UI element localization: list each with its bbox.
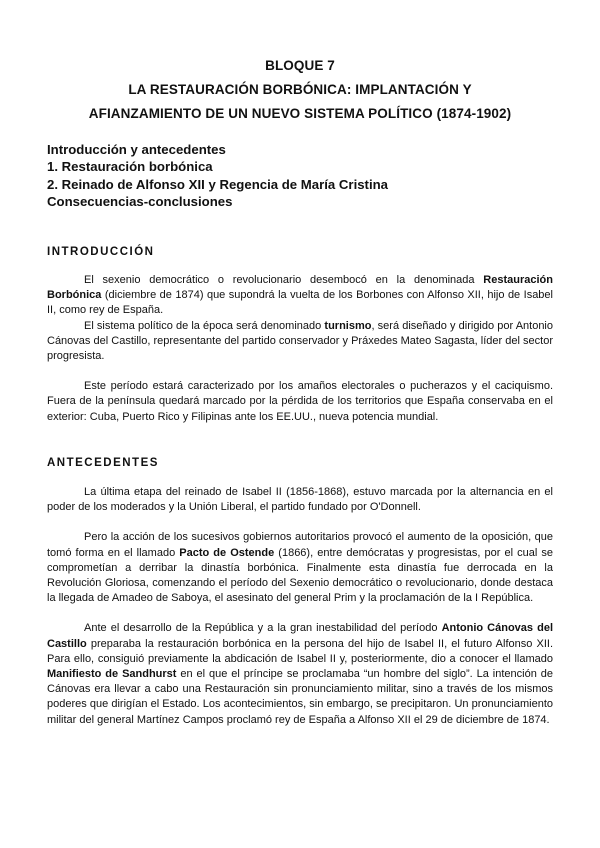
block-title-line-1: LA RESTAURACIÓN BORBÓNICA: IMPLANTACIÓN Y: [128, 82, 472, 97]
antecedentes-paragraph: La última etapa del reinado de Isabel II (1856-1868), estuvo marcada por la alternancia en el poder de los moderados y la Unión Liberal, el partido fundado por O'Donnell.: [47, 486, 553, 514]
table-of-contents: [47, 141, 388, 210]
text-run: (diciembre de 1874) que supondrá la vuelta de los Borbones con Alfonso XII, hijo de Isabel II, como rey de España.: [47, 289, 553, 317]
antecedentes-section: [47, 485, 553, 728]
bold-term: Restauración Borbónica: [47, 274, 553, 302]
intro-paragraph: [47, 319, 553, 365]
intro-paragraph: Este período estará caracterizado por los amaños electorales o pucherazos y el caciquismo. Fuera de la península quedará marcado por la pérdida de los territorios que España conservaba en el exterior: Cuba, Puerto Rico y Filipinas ante los EE.UU., nueva potencia mundial.: [47, 380, 553, 423]
text-run: Pero la acción de los sucesivos gobiernos autoritarios provocó el aumento de la oposición, que tomó forma en el llamado: [47, 531, 553, 559]
bold-term: Manifiesto de Sandhurst: [47, 668, 177, 681]
antecedentes-paragraph: [47, 621, 553, 727]
text-run: El sistema político de la época será denominado: [84, 319, 325, 332]
intro-paragraph: [47, 273, 553, 319]
bold-term: Antonio Cánovas del Castillo: [47, 622, 554, 650]
toc-item: 2. Reinado de Alfonso XII y Regencia de María Cristina: [47, 176, 389, 192]
text-run: , será diseñado y dirigido por Antonio Cánovas del Castillo, representante del partido conservador y Práxedes Mateo Sagasta, líder del sector progresista.: [47, 319, 553, 363]
intro-section: [47, 273, 553, 425]
bold-term: Pacto de Ostende: [179, 546, 275, 559]
bold-term: turnismo: [324, 319, 372, 332]
toc-item: Consecuencias-conclusiones: [47, 193, 233, 209]
toc-item: Introducción y antecedentes: [47, 142, 226, 157]
text-run: en el que el príncipe se proclamaba “un hombre del siglo”. La intención de Cánovas era llevar a cabo una Restauración sin pronunciamiento militar, sino a través de los mismos poderes que dirigían el Estado. Los acontecimientos, sin embargo, se precipitaron. Un pronunciamiento militar del general Martínez Campos proclamó rey de España a Alfonso XII el 29 de diciembre de 1874.: [47, 668, 553, 726]
text-run: El sexenio democrático o revolucionario desembocó en la denominada: [84, 274, 484, 286]
toc-item: 1. Restauración borbónica: [47, 159, 213, 175]
block-number: BLOQUE 7: [265, 58, 335, 73]
section-title-introduccion: INTRODUCCIÓN: [47, 246, 155, 258]
text-run: (1866), entre demócratas y progresistas, por el cual se comprometían a derribar la dinastía borbónica. Finalmente esta dinastía fue derrocada en la Revolución Gloriosa, comenzando el período del Sexenio democrático o revolucionario, donde destaca la llegada de Amadeo de Saboya, el asesinato del general Prim y la proclamación de la I República.: [47, 546, 553, 605]
document-header: [0, 54, 600, 126]
text-run: preparaba la restauración borbónica en la persona del hijo de Isabel II, el futuro Alfonso XII. Para ello, consiguió previamente la abdicación de Isabel II y, posteriormente, dio a conocer el llamado: [47, 637, 553, 665]
block-title-line-2: AFIANZAMIENTO DE UN NUEVO SISTEMA POLÍTICO (1874-1902): [88, 106, 512, 121]
section-title-antecedentes: ANTECEDENTES: [47, 457, 159, 469]
antecedentes-paragraph: [47, 530, 553, 606]
text-run: Ante el desarrollo de la República y a la gran inestabilidad del período: [84, 622, 442, 635]
